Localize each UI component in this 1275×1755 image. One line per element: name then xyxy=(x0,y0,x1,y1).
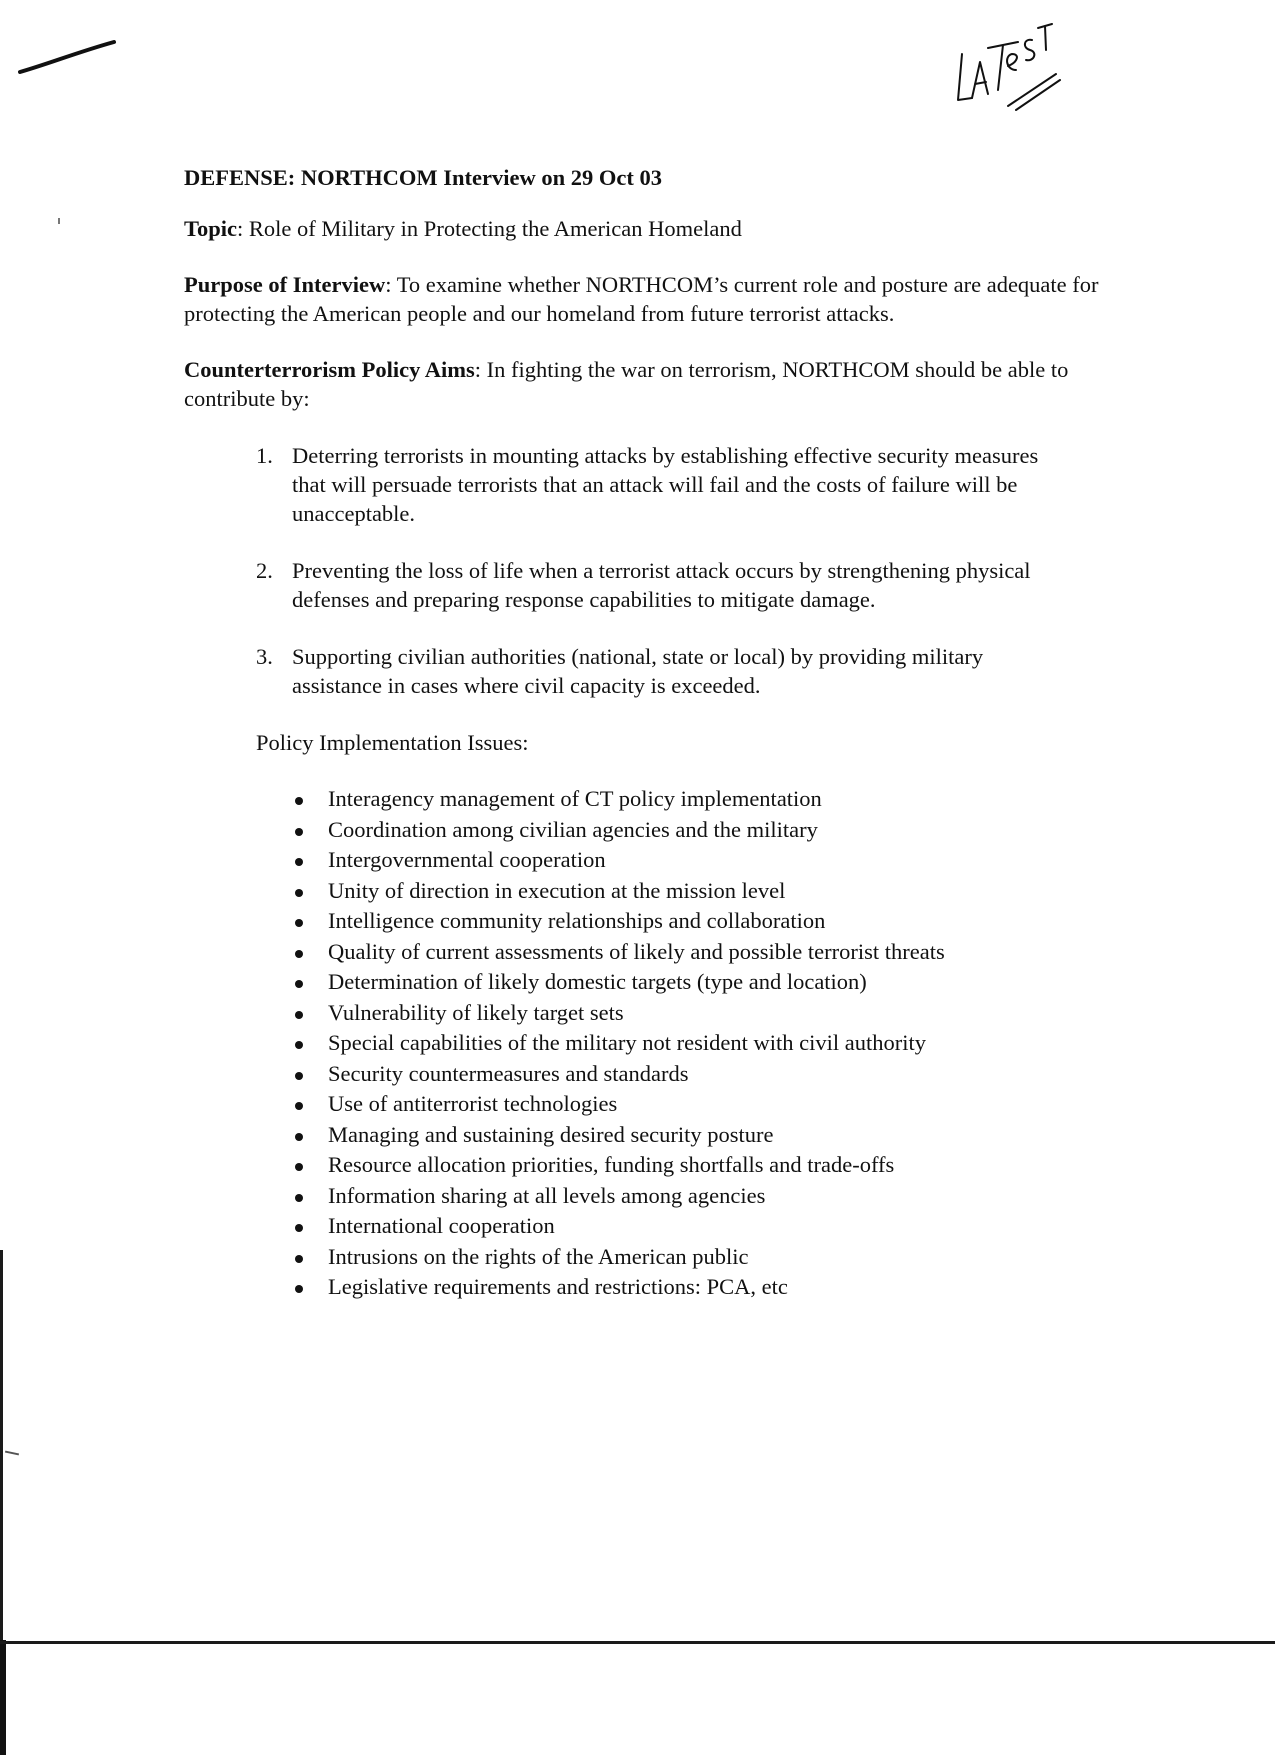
list-item-text: Intelligence community relationships and collaboration xyxy=(328,908,826,933)
list-item-text: Intergovernmental cooperation xyxy=(328,847,606,872)
aims-numbered-list xyxy=(256,441,1056,700)
issues-bullet-list xyxy=(292,784,1072,1303)
list-item xyxy=(292,1089,1072,1120)
list-item xyxy=(292,1120,1072,1151)
list-item xyxy=(292,815,1072,846)
bullet-icon xyxy=(295,828,303,836)
bullet-icon xyxy=(295,950,303,958)
bullet-icon xyxy=(295,1041,303,1049)
aims-text: : In fighting the war on terrorism, NORTHCOM should be able to contribute by: xyxy=(184,357,1069,411)
bullet-icon xyxy=(295,1072,303,1080)
aims-paragraph xyxy=(184,355,1104,413)
list-item-text: International cooperation xyxy=(328,1213,555,1238)
list-item-text: Supporting civilian authorities (national, state or local) by providing military assistance in cases where civil capacity is exceeded. xyxy=(292,644,984,698)
bullet-icon xyxy=(295,919,303,927)
list-item-text: Determination of likely domestic targets (type and location) xyxy=(328,969,867,994)
list-item xyxy=(292,906,1072,937)
topic-line xyxy=(184,214,1104,243)
bullet-icon xyxy=(295,1011,303,1019)
bullet-icon xyxy=(295,1285,303,1293)
list-item-text: Managing and sustaining desired security posture xyxy=(328,1121,774,1147)
list-item xyxy=(256,441,1056,528)
bullet-icon xyxy=(295,797,303,805)
aims-label: Counterterrorism Policy Aims xyxy=(184,357,475,382)
list-item-text: Vulnerability of likely target sets xyxy=(328,999,624,1025)
scan-bottom-rule xyxy=(0,1641,1275,1644)
handwritten-slash-mark xyxy=(18,38,118,78)
list-item-text: Deterring terrorists in mounting attacks by establishing effective security measures that will persuade terrorists that an attack will fail and the costs of failure will be unacceptable. xyxy=(292,443,1039,526)
list-item-text: Resource allocation priorities, funding shortfalls and trade-offs xyxy=(328,1152,895,1177)
scan-speck xyxy=(58,218,60,224)
document-title: DEFENSE: NORTHCOM Interview on 29 Oct 03 xyxy=(184,165,662,190)
list-item-number: 1. xyxy=(256,443,273,468)
list-item-text: Special capabilities of the military not resident with civil authority xyxy=(328,1030,926,1055)
list-item-text: Legislative requirements and restrictions: PCA, etc xyxy=(328,1274,788,1299)
list-item-number: 3. xyxy=(256,644,273,669)
list-item-text: Intrusions on the rights of the American public xyxy=(328,1243,749,1269)
list-item xyxy=(292,967,1072,998)
list-item-text: Use of antiterrorist technologies xyxy=(328,1091,618,1116)
bullet-icon xyxy=(295,1224,303,1232)
list-item-text: Coordination among civilian agencies and the military xyxy=(328,816,818,842)
list-item xyxy=(292,845,1072,876)
topic-text: : Role of Military in Protecting the American Homeland xyxy=(236,216,742,241)
list-item-number: 2. xyxy=(256,558,273,583)
bullet-icon xyxy=(295,1194,303,1202)
list-item-text: Interagency management of CT policy implementation xyxy=(328,786,822,811)
handwritten-annotation-signature xyxy=(948,14,1068,114)
list-item xyxy=(292,1150,1072,1181)
list-item xyxy=(292,1272,1072,1303)
list-item xyxy=(292,1242,1072,1273)
bullet-icon xyxy=(295,1133,303,1141)
scan-left-edge-bottom xyxy=(0,1640,6,1755)
purpose-label: Purpose of Interview xyxy=(184,272,386,297)
list-item-text: Security countermeasures and standards xyxy=(328,1060,689,1086)
bullet-icon xyxy=(295,858,303,866)
bullet-icon xyxy=(295,1163,303,1171)
document-body xyxy=(184,163,1104,1303)
bullet-icon xyxy=(295,1255,303,1263)
list-item xyxy=(256,556,1056,614)
list-item xyxy=(292,1181,1072,1212)
issues-heading: Policy Implementation Issues: xyxy=(256,730,529,755)
purpose-paragraph xyxy=(184,270,1104,328)
list-item xyxy=(292,876,1072,907)
list-item xyxy=(292,784,1072,815)
bullet-icon xyxy=(295,1102,303,1110)
list-item-text: Quality of current assessments of likely and possible terrorist threats xyxy=(328,938,945,964)
list-item xyxy=(292,1211,1072,1242)
bullet-icon xyxy=(295,980,303,988)
scan-tick-mark xyxy=(5,1451,19,1456)
list-item xyxy=(292,1028,1072,1059)
list-item-text: Unity of direction in execution at the mission level xyxy=(328,877,786,903)
list-item xyxy=(256,642,1056,700)
list-item-text: Preventing the loss of life when a terrorist attack occurs by strengthening physical defenses and preparing response capabilities to mitigate damage. xyxy=(292,558,1031,612)
topic-label: Topic xyxy=(184,216,237,241)
list-item xyxy=(292,1059,1072,1090)
purpose-text: : To examine whether NORTHCOM’s current role and posture are adequate for protecting the American people and our homeland from future terrorist attacks. xyxy=(184,272,1099,326)
list-item xyxy=(292,937,1072,968)
list-item-text: Information sharing at all levels among agencies xyxy=(328,1182,766,1208)
list-item xyxy=(292,998,1072,1029)
bullet-icon xyxy=(295,889,303,897)
